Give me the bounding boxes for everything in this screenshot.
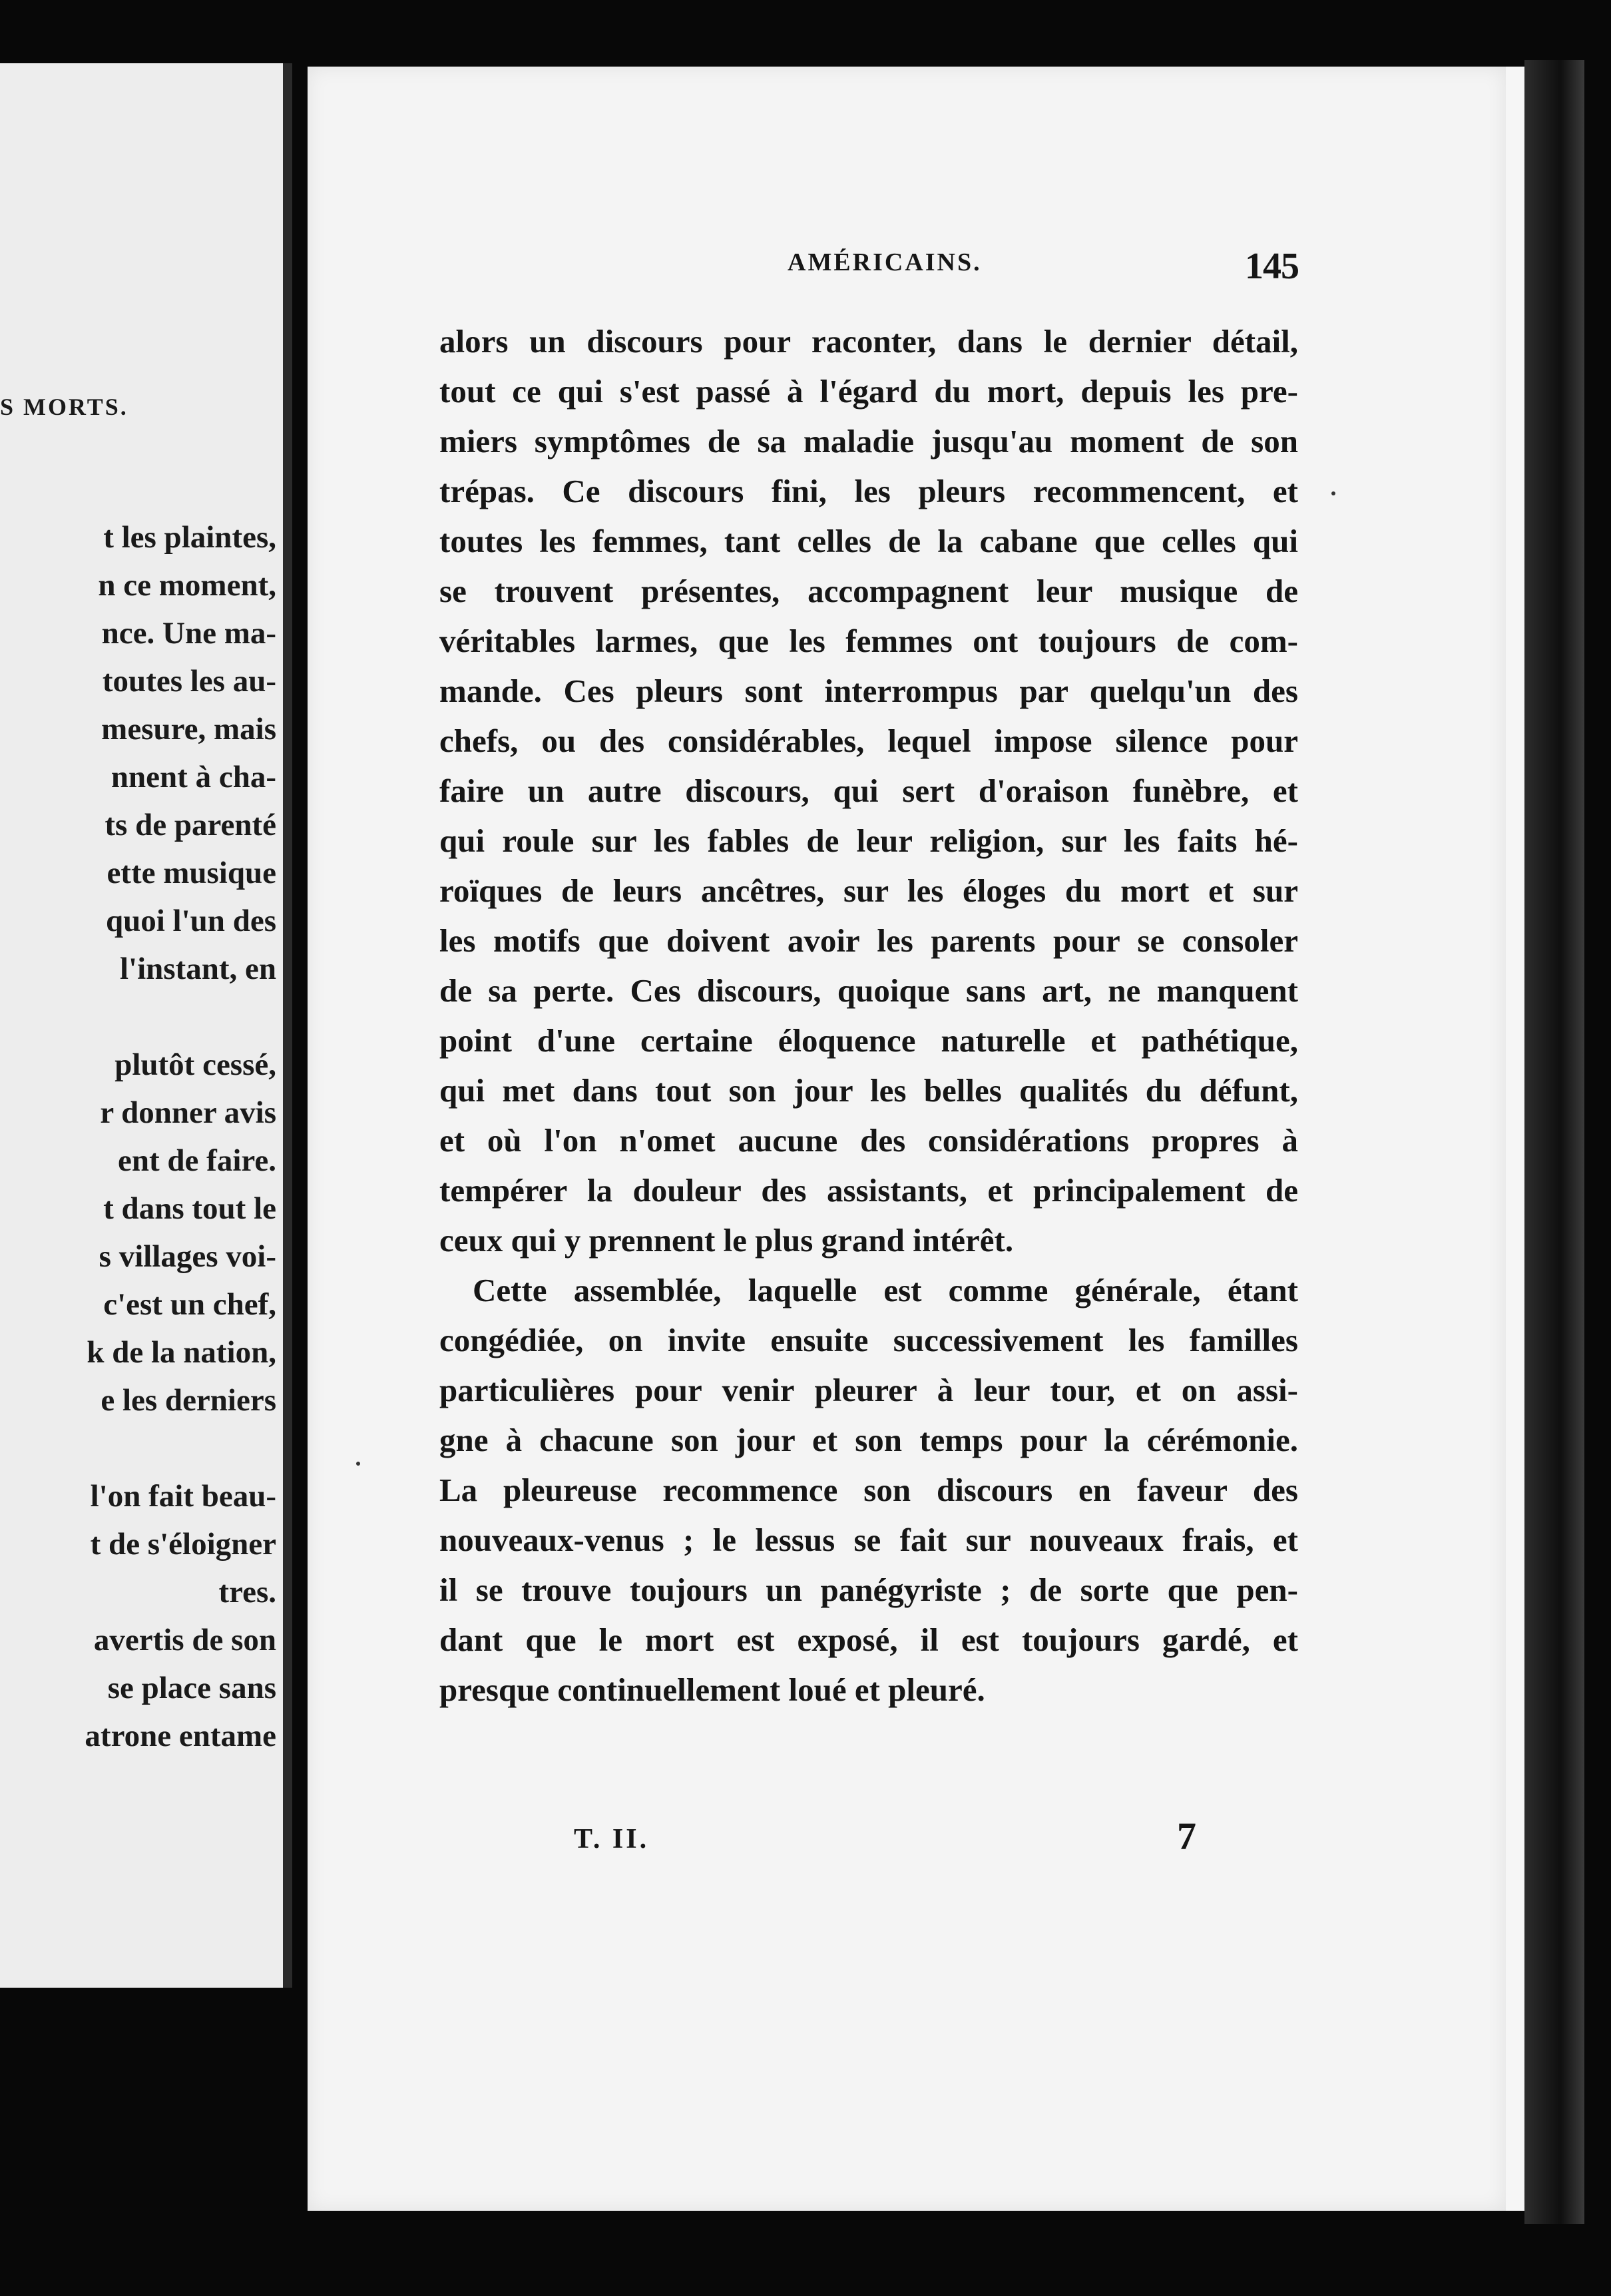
previous-page [0,63,292,1988]
body-text [439,316,1298,1715]
text-line: alors un discours pour raconter, dans le dernier détail, [439,323,1298,360]
page-number: 145 [1245,246,1299,287]
previous-page-running-head: S MORTS. [0,394,128,420]
text-line: particulières pour venir pleurer à leur tour, et on assi- [439,1372,1298,1408]
text-line: miers symptômes de sa maladie jusqu'au moment de son [439,423,1298,459]
previous-page-line: atrone entame [85,1719,276,1753]
text-line: se trouvent présentes, accompagnent leur musique de [439,573,1298,609]
paragraph [439,316,1298,1265]
previous-page-line: k de la nation, [87,1335,276,1370]
previous-page-line: c'est un chef, [103,1287,276,1322]
previous-page-line: ts de parenté [105,808,276,842]
text-line: de sa perte. Ces discours, quoique sans art, ne manquent [439,972,1298,1009]
previous-page-line: e les derniers [101,1383,276,1418]
text-line: les motifs que doivent avoir les parents pour se consoler [439,922,1298,959]
text-line: chefs, ou des considérables, lequel impose silence pour [439,722,1298,759]
paragraph [439,1265,1298,1715]
previous-page-line: nce. Une ma- [101,616,276,651]
scan-speck [1331,491,1335,495]
previous-page-line: plutôt cessé, [115,1047,276,1082]
previous-page-line: avertis de son [93,1623,276,1657]
text-line: point d'une certaine éloquence naturelle et pathétique, [439,1022,1298,1059]
gathering-number: 7 [1177,1815,1196,1858]
previous-page-line: tres. [218,1575,276,1609]
previous-page-line: quoi l'un des [105,904,276,938]
previous-page-line: t dans tout le [103,1191,276,1226]
text-line: qui met dans tout son jour les belles qualités du défunt, [439,1072,1298,1109]
previous-page-line: l'on fait beau- [90,1479,276,1514]
text-line: trépas. Ce discours fini, les pleurs recommencent, et [439,473,1298,509]
text-line: il se trouve toujours un panégyriste ; de sorte que pen- [439,1572,1298,1608]
previous-page-line: toutes les au- [102,664,276,699]
page-edge [1506,67,1524,2211]
text-line: presque continuellement loué et pleuré. [439,1671,985,1708]
previous-page-line: se place sans [107,1671,276,1705]
text-line: toutes les femmes, tant celles de la cabane que celles qui [439,523,1298,559]
text-line: faire un autre discours, qui sert d'oraison funèbre, et [439,772,1298,809]
text-line: gne à chacune son jour et son temps pour la cérémonie. [439,1422,1298,1458]
previous-page-line: nnent à cha- [111,760,276,794]
text-line: qui roule sur les fables de leur religion, sur les faits hé- [439,822,1298,859]
previous-page-line: s villages voi- [99,1239,276,1274]
text-line: ceux qui y prennent le plus grand intérêt. [439,1222,1014,1259]
text-line: dant que le mort est exposé, il est toujours gardé, et [439,1621,1298,1658]
text-line: et où l'on n'omet aucune des considérations propres à [439,1122,1298,1159]
text-line: Cette assemblée, laquelle est comme générale, étant [473,1272,1298,1308]
text-line: tempérer la douleur des assistants, et principalement de [439,1172,1298,1209]
previous-page-line: ette musique [107,856,276,890]
signature-mark: T. II. [574,1824,650,1855]
text-line: véritables larmes, que les femmes ont toujours de com- [439,623,1298,659]
previous-page-line: l'instant, en [119,952,276,986]
previous-page-line: n ce moment, [98,568,276,603]
text-line: congédiée, on invite ensuite successivement les familles [439,1322,1298,1358]
text-line: mande. Ces pleurs sont interrompus par quelqu'un des [439,673,1298,709]
previous-page-line: ent de faire. [118,1143,276,1178]
book-spine [1524,60,1584,2224]
scan-speck [356,1462,360,1466]
text-line: nouveaux-venus ; le lessus se fait sur nouveaux frais, et [439,1522,1298,1558]
previous-page-line: t de s'éloigner [90,1527,276,1562]
text-line: La pleureuse recommence son discours en faveur des [439,1472,1298,1508]
text-line: roïques de leurs ancêtres, sur les éloges du mort et sur [439,872,1298,909]
previous-page-line: t les plaintes, [103,520,276,555]
running-head: AMÉRICAINS. [788,248,982,276]
text-line: tout ce qui s'est passé à l'égard du mort, depuis les pre- [439,373,1298,410]
previous-page-line: r donner avis [100,1095,276,1130]
previous-page-line: mesure, mais [101,712,276,746]
